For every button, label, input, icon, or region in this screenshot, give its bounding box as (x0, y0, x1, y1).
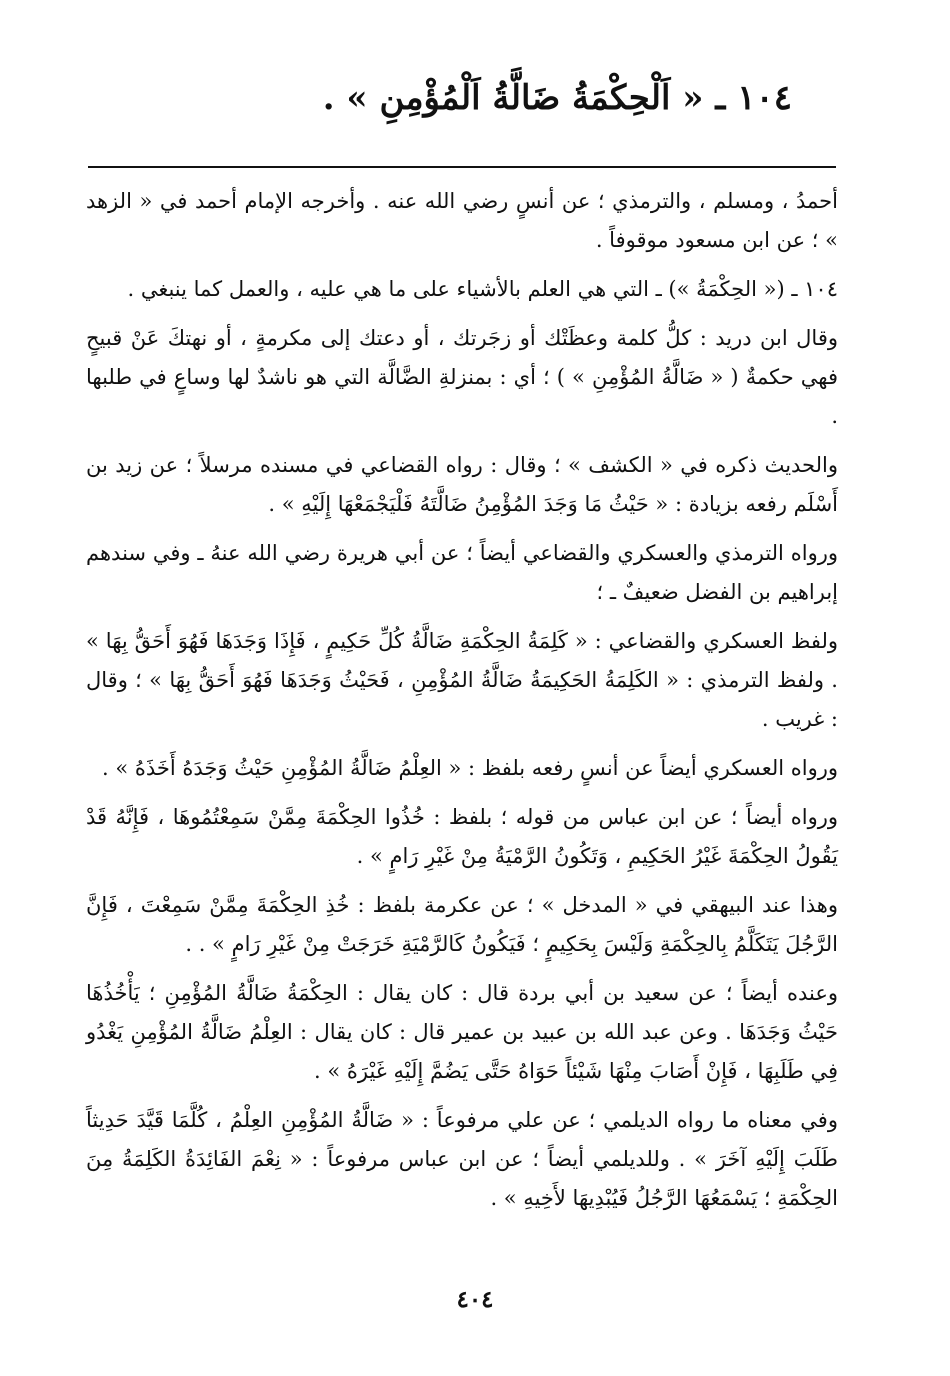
section-heading: ١٠٤ ـ « اَلْحِكْمَةُ ضَالَّةُ اَلْمُؤْمِنِ » . (322, 78, 792, 118)
paragraph-definition: ١٠٤ ـ (« الحِكْمَةُ ») ـ التي هي العلم بالأشياء على ما هي عليه ، والعمل كما ينبغي . (127, 277, 838, 301)
paragraph-kashf: والحديث ذكره في « الكشف » ؛ وقال : رواه القضاعي في مسنده مرسلاً ؛ عن زيد بن أَسْلَم رفعه بزيادة : « حَيْثُ مَا وَجَدَ المُؤْمِنُ ضَالَّتَهُ فَلْيَجْمَعْهَا إِلَيْهِ » . (86, 453, 838, 516)
paragraph-ibn-abbas: ورواه أيضاً ؛ عن ابن عباس من قوله ؛ بلفظ : خُذُوا الحِكْمَةَ مِمَّنْ سَمِعْتُمُوهَا ، فَإِنَّهُ قَدْ يَقُولُ الحِكْمَةَ غَيْرُ الحَكِيمِ ، وَتَكُونُ الرَّمْيَةُ مِنْ غَيْرِ رَامٍ » . (86, 805, 838, 868)
paragraph-tirmidhi: ورواه الترمذي والعسكري والقضاعي أيضاً ؛ عن أبي هريرة رضي الله عنهُ ـ وفي سندهم إبراهيم بن الفضل ضعيفٌ ـ ؛ (86, 541, 838, 604)
heading-divider (88, 166, 836, 168)
paragraph-daylami: وفي معناه ما رواه الديلمي ؛ عن علي مرفوعاً : « ضَالَّةُ المُؤْمِنِ العِلْمُ ، كُلَّمَا قَيَّدَ حَدِيثاً طَلَبَ إِلَيْهِ آخَرَ » . وللديلمي أيضاً ؛ عن ابن عباس مرفوعاً : « نِعْمَ الفَائِدَةُ الكَلِمَةُ مِنَ الحِكْمَةِ ؛ يَسْمَعُهَا الرَّجُلُ فَيُبْدِيهَا لأَخِيهِ » . (86, 1108, 838, 1210)
page-number: ٤٠٤ (456, 1286, 494, 1313)
commentary-body (86, 182, 838, 1228)
paragraph-said-ibn-abi-burda: وعنده أيضاً ؛ عن سعيد بن أبي بردة قال : كان يقال : الحِكْمَةُ ضَالَّةُ المُؤْمِنِ ؛ يَأْخُذُهَا حَيْثُ وَجَدَهَا . وعن عبد الله بن عبيد بن عمير قال : كان يقال : العِلْمُ ضَالَّةُ المُؤْمِنِ يَغْدُو فِي طَلَبِهَا ، فَإِنْ أَصَابَ مِنْهَا شَيْئاً حَوَاهُ حَتَّى يَضُمَّ إِلَيْهِ غَيْرَهُ » . (86, 981, 838, 1083)
paragraph-anas: ورواه العسكري أيضاً عن أنسٍ رفعه بلفظ : « العِلْمُ ضَالَّةُ المُؤْمِنِ حَيْثُ وَجَدَهُ أَخَذَهُ » . (102, 756, 838, 780)
paragraph-askari-wording: ولفظ العسكري والقضاعي : « كَلِمَةُ الحِكْمَةِ ضَالَّةُ كُلِّ حَكِيمٍ ، فَإِذَا وَجَدَهَا فَهُوَ أَحَقُّ بِهَا » . ولفظ الترمذي : « الكَلِمَةُ الحَكِيمَةُ ضَالَّةُ المُؤْمِنِ ، فَحَيْثُ وَجَدَهَا فَهُوَ أَحَقُّ بِهَا » ؛ وقال : غريب . (86, 629, 838, 731)
paragraph-hadith-sources: أحمدُ ، ومسلم ، والترمذي ؛ عن أنسٍ رضي الله عنه . وأخرجه الإمام أحمد في « الزهد » ؛ عن ابن مسعود موقوفاً . (86, 189, 838, 252)
paragraph-ibn-durayd: وقال ابن دريد : كلُّ كلمة وعظَتْك أو زجَرتك ، أو دعتك إلى مكرمةٍ ، أو نهتكَ عَنْ قبيحٍ فهي حكمةٌ ( « ضَالَّةُ المُؤْمِنِ » ) ؛ أي : بمنزلةِ الضَّالَّة التي هو ناشدٌ لها وساعٍ في طلبها . (86, 326, 838, 428)
paragraph-bayhaqi: وهذا عند البيهقي في « المدخل » ؛ عن عكرمة بلفظ : خُذِ الحِكْمَةَ مِمَّنْ سَمِعْتَ ، فَإِنَّ الرَّجُلَ يَتَكَلَّمُ بِالحِكْمَةِ وَلَيْسَ بِحَكِيمٍ ؛ فَيَكُونُ كَالرَّمْيَةِ خَرَجَتْ مِنْ غَيْرِ رَامٍ » . . (86, 893, 838, 956)
